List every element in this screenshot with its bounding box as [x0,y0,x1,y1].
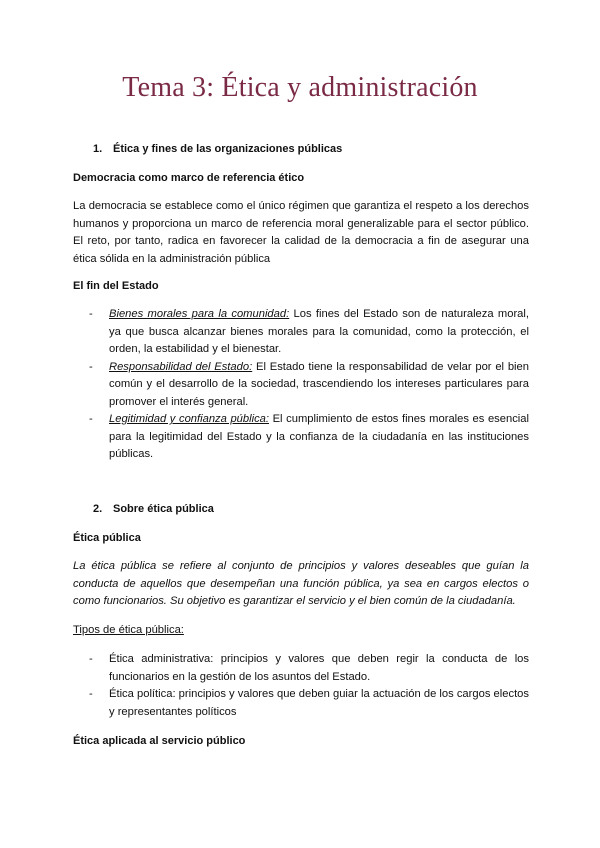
list-bullet: - [89,688,93,700]
list-item [73,651,529,686]
section-1-title: Ética y fines de las organizaciones públicas [113,143,343,155]
list-item-text: Ética administrativa: principios y valores que deben regir la conducta de los funcionarios en la gestión de los asuntos del Estado. [109,653,529,683]
section-2-title: Sobre ética pública [113,503,214,515]
paragraph-democracia: La democracia se establece como el único régimen que garantiza el respeto a los derechos humanos y proporciona un marco de referencia moral generalizable para el sector público. El reto, por tanto, radica en favorecer la calidad de la democracia a fin de asegurar una ética sólida en la administración pública [73,200,529,265]
section-2-number: 2. [93,503,103,515]
paragraph-etica-publica: La ética pública se refiere al conjunto de principios y valores deseables que guían la conducta de aquellos que desempeñan una función pública, ya sea en cargos electos o como funcionarios. Su objetivo es garantizar el servicio y el bien común de la ciudadanía. [73,560,529,607]
list-item [73,359,529,412]
list-bullet: - [89,308,93,320]
subheading-fin-estado: El fin del Estado [73,280,159,292]
list-item-text: Ética política: principios y valores que deben guiar la actuación de los cargos electos y representantes políticos [109,688,529,718]
list-item [73,306,529,359]
page-title: Tema 3: Ética y administración [122,72,478,103]
list-fin-estado [73,306,529,464]
list-bullet: - [89,413,93,425]
label-tipos-etica: Tipos de ética pública: [73,624,184,636]
list-item [73,411,529,464]
list-tipos-etica [73,651,529,721]
subheading-servicio-publico: Ética aplicada al servicio público [73,735,246,747]
list-item-term: Bienes morales para la comunidad: [109,308,290,320]
list-item-text: El Estado tiene la responsabilidad de velar por el bien común y el desarrollo de la sociedad, trascendiendo los intereses particulares para promover el interés general. [109,360,529,408]
subheading-etica-publica: Ética pública [73,532,141,544]
list-bullet: - [89,653,93,665]
list-item-text: Los fines del Estado son de naturaleza moral, ya que busca alcanzar bienes morales para la comunidad, como la protección, el orden, la estabilidad y el bienestar. [109,308,529,355]
section-1-heading [73,141,529,159]
section-1-number: 1. [93,143,103,155]
section-2-heading [73,501,529,519]
list-item-term: Responsabilidad del Estado: [109,360,253,373]
list-bullet: - [89,360,93,373]
list-item [73,686,529,721]
list-item-term: Legitimidad y confianza pública: [109,413,270,425]
subheading-democracia: Democracia como marco de referencia ético [73,172,305,184]
list-item-text: El cumplimiento de estos fines morales es esencial para la legitimidad del Estado y la confianza de la ciudadanía en las instituciones públicas. [109,413,529,460]
